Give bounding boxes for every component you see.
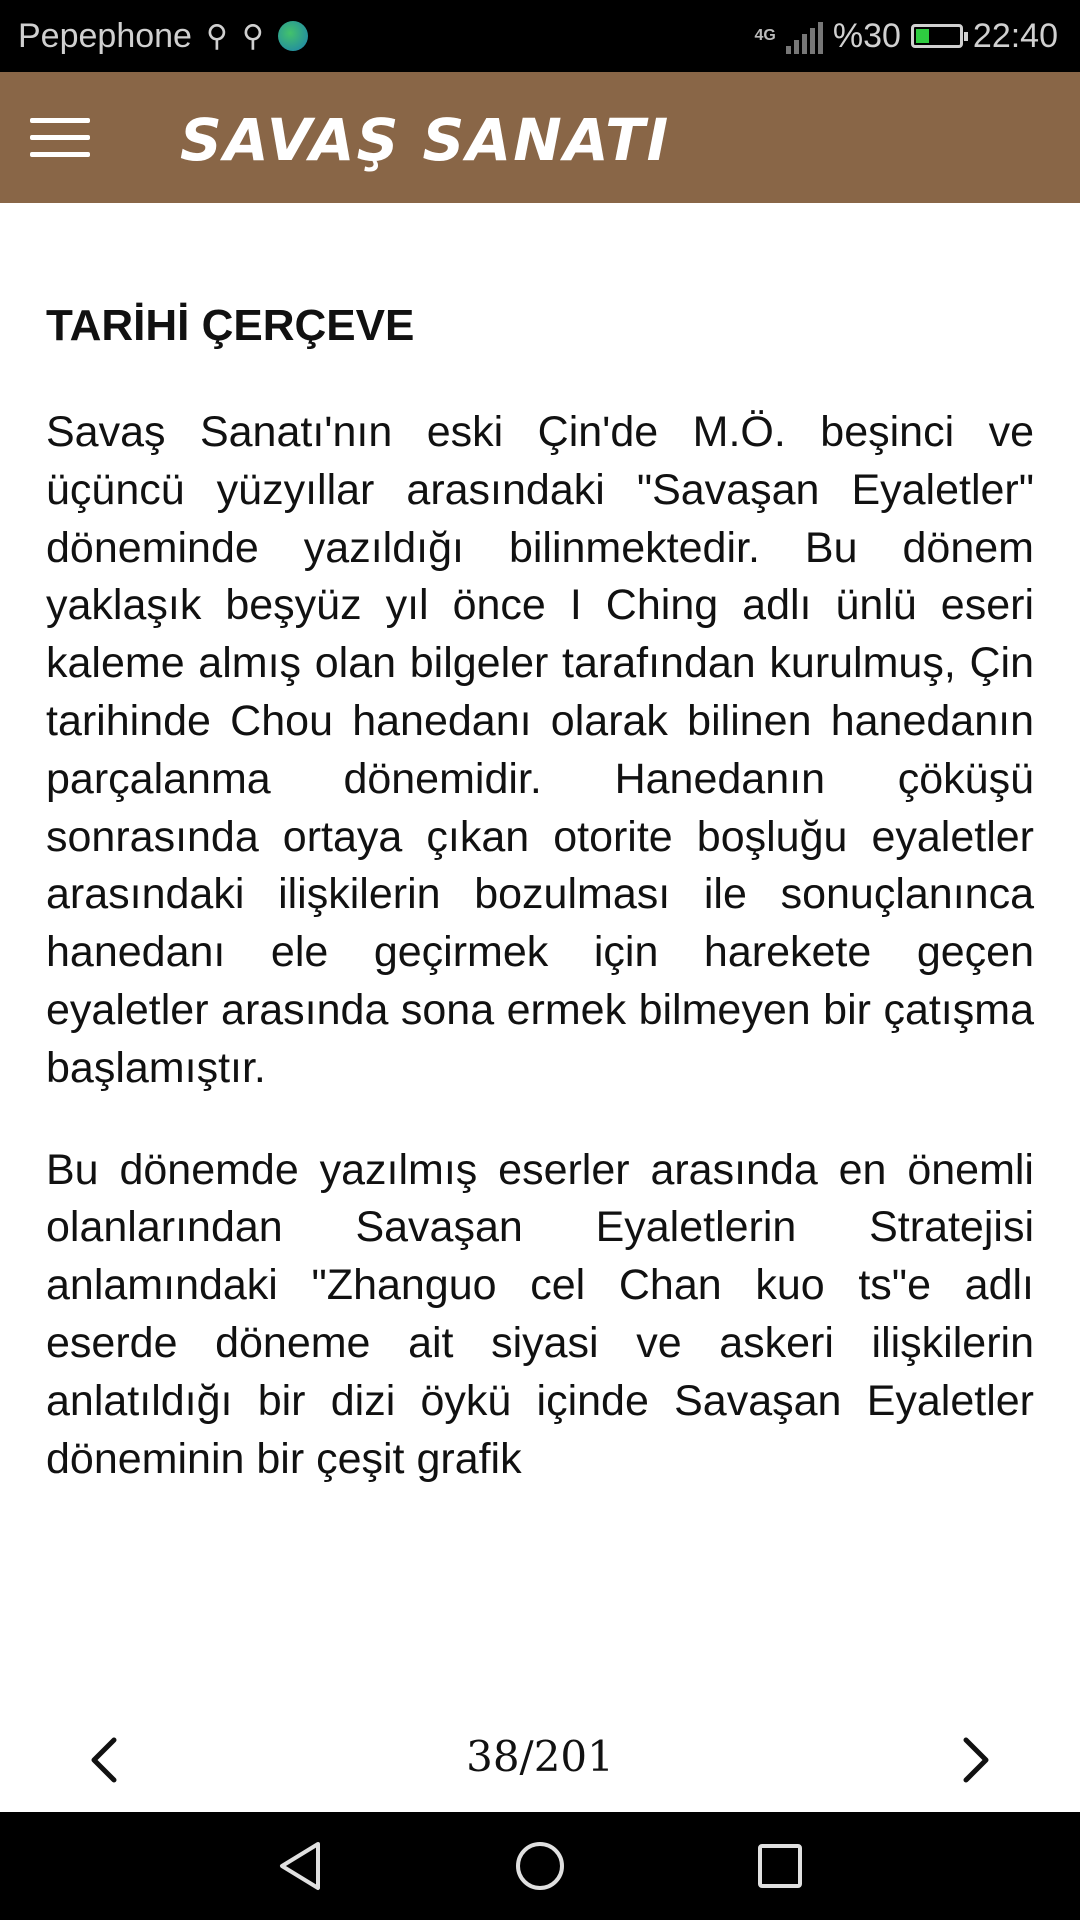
app-header: [0, 72, 1080, 203]
paragraph: Savaş Sanatı'nın eski Çin'de M.Ö. beşinci ve üçüncü yüzyıllar arasındaki "Savaşan Eyaletler" döneminde yazıldığı bilinmektedir. Bu dönem yaklaşık beşyüz yıl önce I Ching adlı ünlü eseri kaleme almış olan bilgeler tarafından kurulmuş, Çin tarihinde Chou hanedanı olarak bilinen hanedanın parçalanma dönemidir. Hanedanın çöküşü sonrasında ortaya çıkan otorite boşluğu eyaletler arasındaki ilişkilerin bozulması ile sonuçlanınca hanedanı ele geçirmek için harekete geçen eyaletler arasında sona ermek bilmeyen bir çatışma başlamıştır.: [46, 408, 1034, 1092]
status-right: [755, 0, 1059, 72]
page-indicator: 38/201: [466, 1732, 614, 1781]
battery-percent: %30: [832, 16, 901, 55]
back-triangle-icon: [270, 1836, 330, 1896]
status-left: [18, 0, 308, 72]
home-button[interactable]: [510, 1836, 570, 1896]
app-title: SAVAŞ SANATI: [180, 106, 671, 174]
carrier-name: Pepephone: [18, 16, 192, 55]
pager: [0, 1720, 1080, 1800]
globe-icon: [278, 21, 308, 51]
paragraph: Bu dönemde yazılmış eserler arasında en önemli olanlarından Savaşan Eyaletlerin Stratejisi anlamındaki "Zhanguo cel Chan kuo ts"e adlı eserde döneme ait siyasi ve askeri ilişkilerin anlatıldığı bir dizi öykü içinde Savaşan Eyaletler döneminin bir çeşit grafik: [46, 1145, 1034, 1483]
recents-square-icon: [750, 1836, 810, 1896]
next-page-button[interactable]: [942, 1730, 1002, 1790]
usb-debug-icon: ⚲: [241, 19, 264, 53]
clock: 22:40: [972, 16, 1058, 55]
hamburger-menu-icon[interactable]: [30, 118, 90, 158]
section-heading: TARİHİ ÇERÇEVE: [46, 301, 415, 350]
back-button[interactable]: [270, 1836, 330, 1896]
battery-icon: [911, 24, 963, 48]
recents-button[interactable]: [750, 1836, 810, 1896]
signal-icon: [786, 18, 823, 54]
status-bar: [0, 0, 1080, 72]
usb-icon: ⚲: [205, 19, 228, 53]
system-nav-bar: [0, 1812, 1080, 1920]
home-circle-icon: [510, 1836, 570, 1896]
reader-content[interactable]: [46, 300, 1034, 1532]
chevron-right-icon: [942, 1730, 1002, 1790]
battery-fill: [916, 29, 929, 43]
network-type: 4G: [754, 27, 776, 44]
